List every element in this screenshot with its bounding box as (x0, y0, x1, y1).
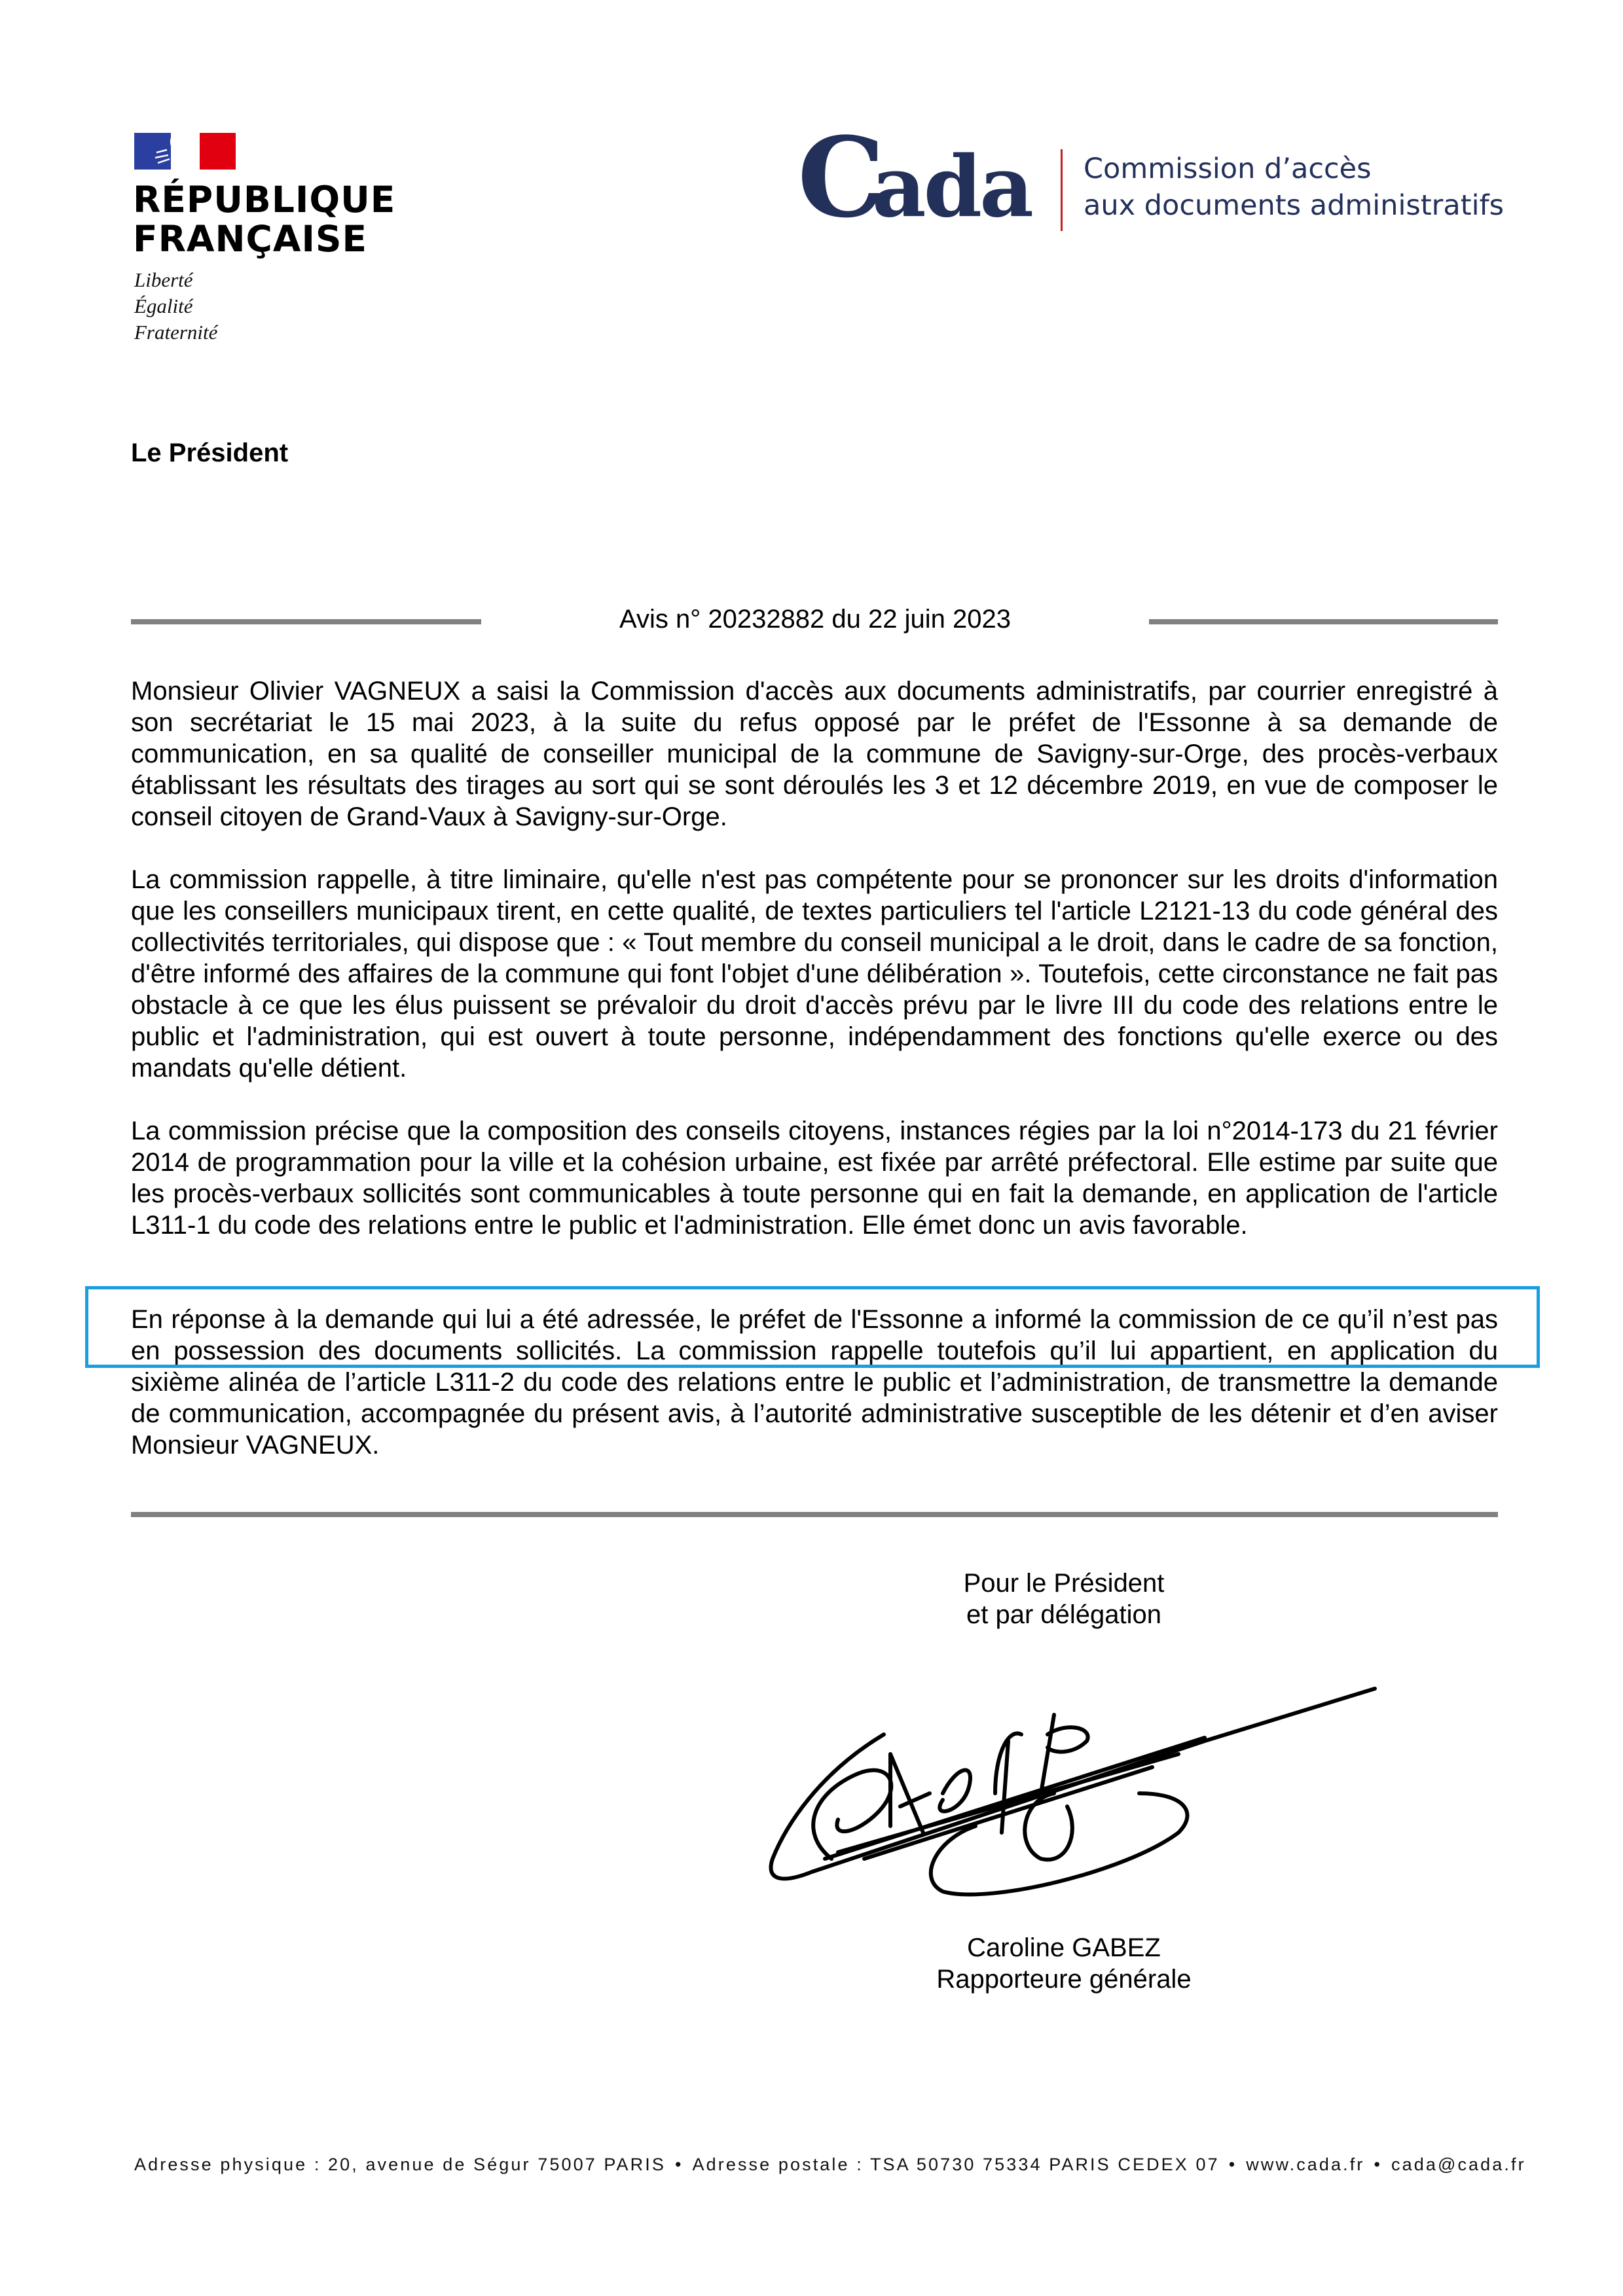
delegation-line-1: Pour le Président (963, 1569, 1165, 1598)
delegation-line-2: et par délégation (966, 1600, 1161, 1629)
cada-subtitle (1084, 151, 1504, 224)
footer-physical-address: Adresse physique : 20, avenue de Ségur 75007 PARIS (134, 2155, 666, 2174)
delegation-label (867, 1568, 1260, 1630)
cada-wordmark-rest: ada (871, 138, 1032, 236)
marianne-flag-logo (134, 133, 236, 170)
footer-separator: • (1374, 2155, 1382, 2174)
motto-fraternite: Fraternité (134, 321, 218, 344)
paragraph-avis-favorable: La commission précise que la composition des conseils citoyens, instances régies par la loi n°2014-173 du 21 février 2014 de programmation pour la ville et la cohésion urbaine, est fixée par arrêté préfectoral. Elle estime par suite que les procès-verbaux sollicités sont communicables à toute personne qui en fait la demande, en application de l'article L311-1 du code des relations entre le public et l'administration. Elle émet donc un avis favorable. (131, 1117, 1498, 1240)
paragraph-reponse-prefet: En réponse à la demande qui lui a été adressée, le préfet de l'Essonne a informé la commission de ce qu’il n’est pas en possession des documents sollicités. La commission rappelle toutefois qu’il lui appartient, en application du sixième alinéa de l’article L311-2 du code des relations entre le public et l’administration, de transmettre la demande de communication, accompagnée du présent avis, à l’autorité administrative susceptible de les détenir et d’en aviser Monsieur VAGNEUX. (131, 1305, 1498, 1460)
footer-email-link[interactable]: cada@cada.fr (1391, 2155, 1526, 2174)
cada-subtitle-line-2: aux documents administratifs (1084, 189, 1504, 222)
sender-label: Le Président (131, 439, 289, 467)
handwritten-signature (759, 1662, 1381, 1911)
avis-title: Avis n° 20232882 du 22 juin 2023 (619, 605, 1011, 634)
title-rule-right (1149, 619, 1498, 624)
signatory-name: Caroline GABEZ (967, 1933, 1161, 1962)
footer-postal-address: Adresse postale : TSA 50730 75334 PARIS CEDEX 07 (692, 2155, 1220, 2174)
motto-egalite: Égalité (134, 295, 193, 317)
paragraph-saisine: Monsieur Olivier VAGNEUX a saisi la Commission d'accès aux documents administratifs, par courrier enregistré à son secrétariat le 15 mai 2023, à la suite du refus opposé par le préfet de l'Essonne à sa demande de communication, en sa qualité de conseiller municipal de la commune de Savigny-sur-Orge, des procès-verbaux établissant les résultats des tirages au sort qui se sont déroulés les 3 et 12 décembre 2019, en vue de composer le conseil citoyen de Grand-Vaux à Savigny-sur-Orge. (131, 677, 1498, 831)
selection-highlight-box[interactable] (85, 1286, 1540, 1368)
paragraph-competence: La commission rappelle, à titre liminaire, qu'elle n'est pas compétente pour se prononcer sur les droits d'information que les conseillers municipaux tirent, en cette qualité, de textes particuliers tel l'article L2121-13 du code général des collectivités territoriales, qui dispose que : « Tout membre du conseil municipal a le droit, dans le cadre de sa fonction, d'être informé des affaires de la commune qui font l'objet d'une délibération ». Toutefois, cette circonstance ne fait pas obstacle à ce que les élus puissent se prévaloir du droit d'accès prévu par le livre III du code des relations entre le public et l'administration, qui est ouvert à toute personne, indépendamment des fonctions qu'elle exerce ou des mandats qu'elle détient. (131, 865, 1498, 1083)
cada-wordmark-logo (797, 113, 1032, 243)
cada-subtitle-line-1: Commission d’accès (1084, 152, 1372, 185)
rf-line-2: FRANÇAISE (133, 218, 368, 260)
footer-website-link[interactable]: www.cada.fr (1246, 2155, 1365, 2174)
motto-liberte: Liberté (134, 268, 193, 291)
cada-logo-separator (1061, 149, 1063, 231)
bottom-rule (131, 1512, 1498, 1517)
footer-separator: • (674, 2155, 684, 2174)
republique-francaise-title (133, 180, 395, 259)
flag-blue-band (134, 133, 171, 170)
footer-address (134, 2153, 1526, 2176)
flag-red-band (200, 133, 236, 170)
signatory (867, 1932, 1260, 1995)
republique-motto (134, 267, 217, 346)
signatory-role: Rapporteure générale (936, 1965, 1192, 1994)
rf-line-1: RÉPUBLIQUE (133, 179, 396, 221)
title-rule-left (131, 619, 481, 624)
cada-wordmark-c: C (797, 113, 872, 242)
footer-separator: • (1228, 2155, 1237, 2174)
